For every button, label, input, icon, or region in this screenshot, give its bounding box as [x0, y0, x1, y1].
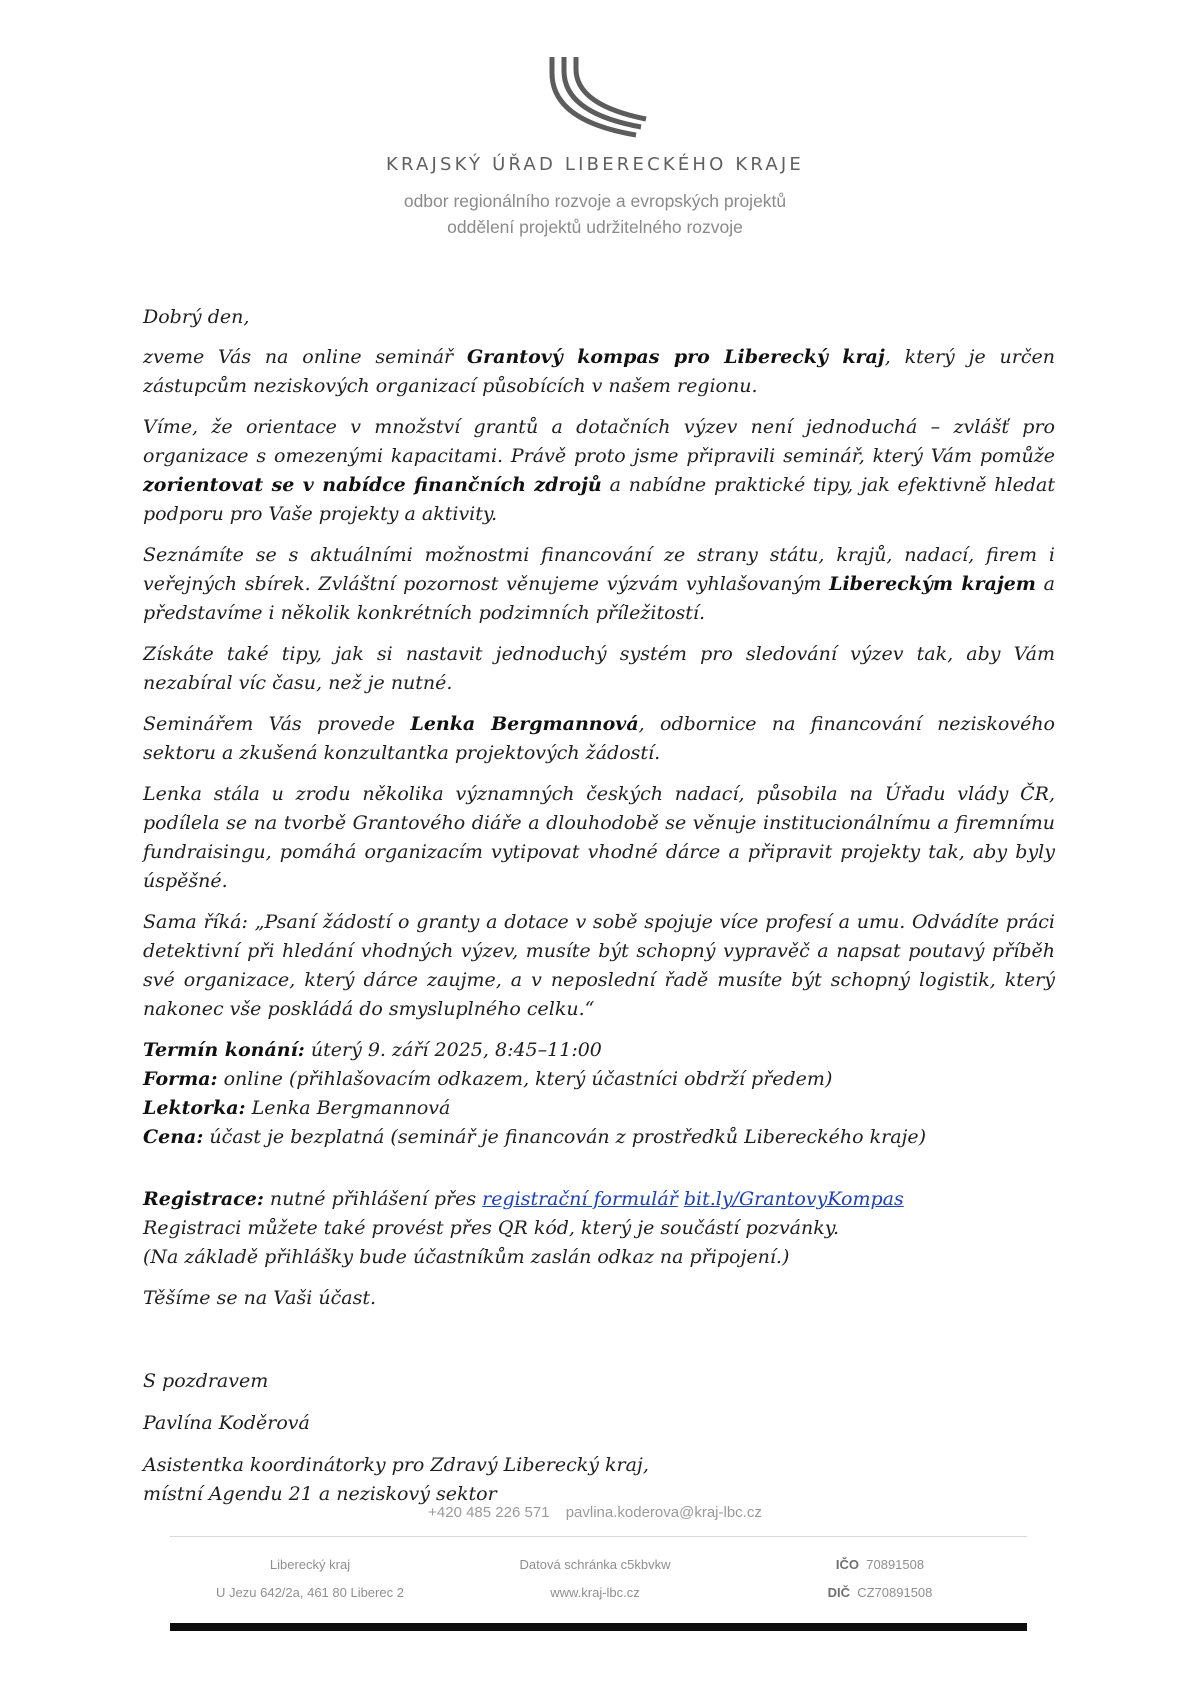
footer-ico: IČO 70891508 — [835, 1557, 925, 1572]
arcs-logo-icon — [548, 55, 648, 140]
event-date: Termín konání: úterý 9. září 2025, 8:45–11:00 — [143, 1039, 602, 1061]
event-form: Forma: online (přihlašovacím odkazem, který účastníci obdrží předem) — [143, 1068, 833, 1090]
footer-dic: DIČ CZ70891508 — [827, 1585, 933, 1600]
org-name: KRAJSKÝ ÚŘAD LIBERECKÉHO KRAJE — [385, 154, 805, 175]
email-link[interactable]: pavlina.koderova@kraj-lbc.cz — [565, 1504, 762, 1521]
signer-name: Pavlína Koděrová — [143, 1412, 310, 1434]
paragraph-content: Seznámíte se s aktuálními možnostmi financování ze strany státu, krajů, nadací, firem i veřejných sbírek. Zvláštní pozornost věnujeme výzvám vyhlašovaným Libereckým krajem a představíme i několik konkrétních podzimních příležitostí. — [143, 544, 1055, 624]
lecturer-name: Lenka Bergmannová — [410, 713, 639, 735]
registration-link-note: (Na základě přihlášky bude účastníkům zaslán odkaz na připojení.) — [143, 1246, 790, 1268]
registration-url-link[interactable]: bit.ly/GrantovyKompas — [683, 1188, 904, 1210]
footer-divider — [170, 1536, 1027, 1537]
paragraph-quote: Sama říká: „Psaní žádostí o granty a dotace v sobě spojuje více profesí a umu. Odvádíte práci detektivní při hledání vhodných výzev, musíte být schopný vypravěč a napsat poutavý příběh své organizace, který dárce zaujme, a v neposlední řadě musíte být schopný logistik, který nakonec vše poskládá do smysluplného celku.“ — [143, 911, 1055, 1020]
registration-qr-note: Registraci můžete také provést přes QR kód, který je součástí pozvánky. — [143, 1217, 840, 1239]
event-price: Cena: účast je bezplatná (seminář je financován z prostředků Libereckého kraje) — [143, 1126, 927, 1148]
footer-website-link[interactable]: www.kraj-lbc.cz — [550, 1585, 640, 1600]
footer-address: U Jezu 642/2a, 461 80 Liberec 2 — [216, 1585, 404, 1600]
closing: S pozdravem — [143, 1370, 269, 1392]
paragraph-lecturer: Seminářem Vás provede Lenka Bergmannová, odbornice na financování neziskového sektoru a zkušená konzultantka projektových žádostí. — [143, 713, 1055, 764]
footer-data-box: Datová schránka c5kbvkw — [519, 1557, 671, 1572]
thanks: Těšíme se na Vaši účast. — [143, 1287, 377, 1309]
seminar-name: Grantový kompas pro Liberecký kraj — [466, 346, 885, 368]
division-name: oddělení projektů udržitelného rozvoje — [447, 217, 743, 237]
paragraph-purpose: Víme, že orientace v množství grantů a dotačních výzev není jednoduchá – zvlášť pro organizace s omezenými kapacitami. Právě proto jsme připravili seminář, který Vám pomůže zorientovat se v nabídce finančních zdrojů a nabídne praktické tipy, jak efektivně hledat podporu pro Vaše projekty a aktivity. — [143, 416, 1055, 525]
registration-form-link[interactable]: registrační formulář — [482, 1188, 678, 1210]
letter-body — [143, 303, 1055, 1509]
event-lecturer: Lektorka: Lenka Bergmannová — [143, 1097, 451, 1119]
phone: +420 485 226 571 — [428, 1504, 550, 1521]
signer-role-line1: Asistentka koordinátorky pro Zdravý Liberecký kraj, — [143, 1454, 649, 1476]
signer-role-line2: místní Agendu 21 a neziskový sektor — [143, 1483, 497, 1505]
registration — [143, 1185, 1055, 1272]
paragraph-lecturer-bio: Lenka stála u zrodu několika významných českých nadací, působila na Úřadu vlády ČR, podílela se na tvorbě Grantového diáře a dlouhodobě se věnuje institucionálnímu a firemnímu fundraisingu, pomáhá organizacím vytipovat vhodné dárce a připravit projekty tak, aby byly úspěšné. — [143, 783, 1055, 892]
contact-line — [0, 1504, 1190, 1521]
event-details — [143, 1036, 1055, 1152]
paragraph-tips: Získáte také tipy, jak si nastavit jednoduchý systém pro sledování výzev tak, aby Vám nezabíral víc času, než je nutné. — [143, 643, 1055, 694]
footer-bar — [170, 1623, 1027, 1631]
registration-line: Registrace: nutné přihlášení přes registrační formulář bit.ly/GrantovyKompas — [143, 1188, 904, 1210]
footer-org: Liberecký kraj — [269, 1557, 351, 1572]
greeting: Dobrý den, — [143, 306, 250, 328]
department-name: odbor regionálního rozvoje a evropských projektů — [403, 191, 787, 211]
paragraph-intro: zveme Vás na online seminář Grantový kompas pro Liberecký kraj, který je určen zástupcům neziskových organizací působících v našem regionu. — [143, 346, 1055, 397]
